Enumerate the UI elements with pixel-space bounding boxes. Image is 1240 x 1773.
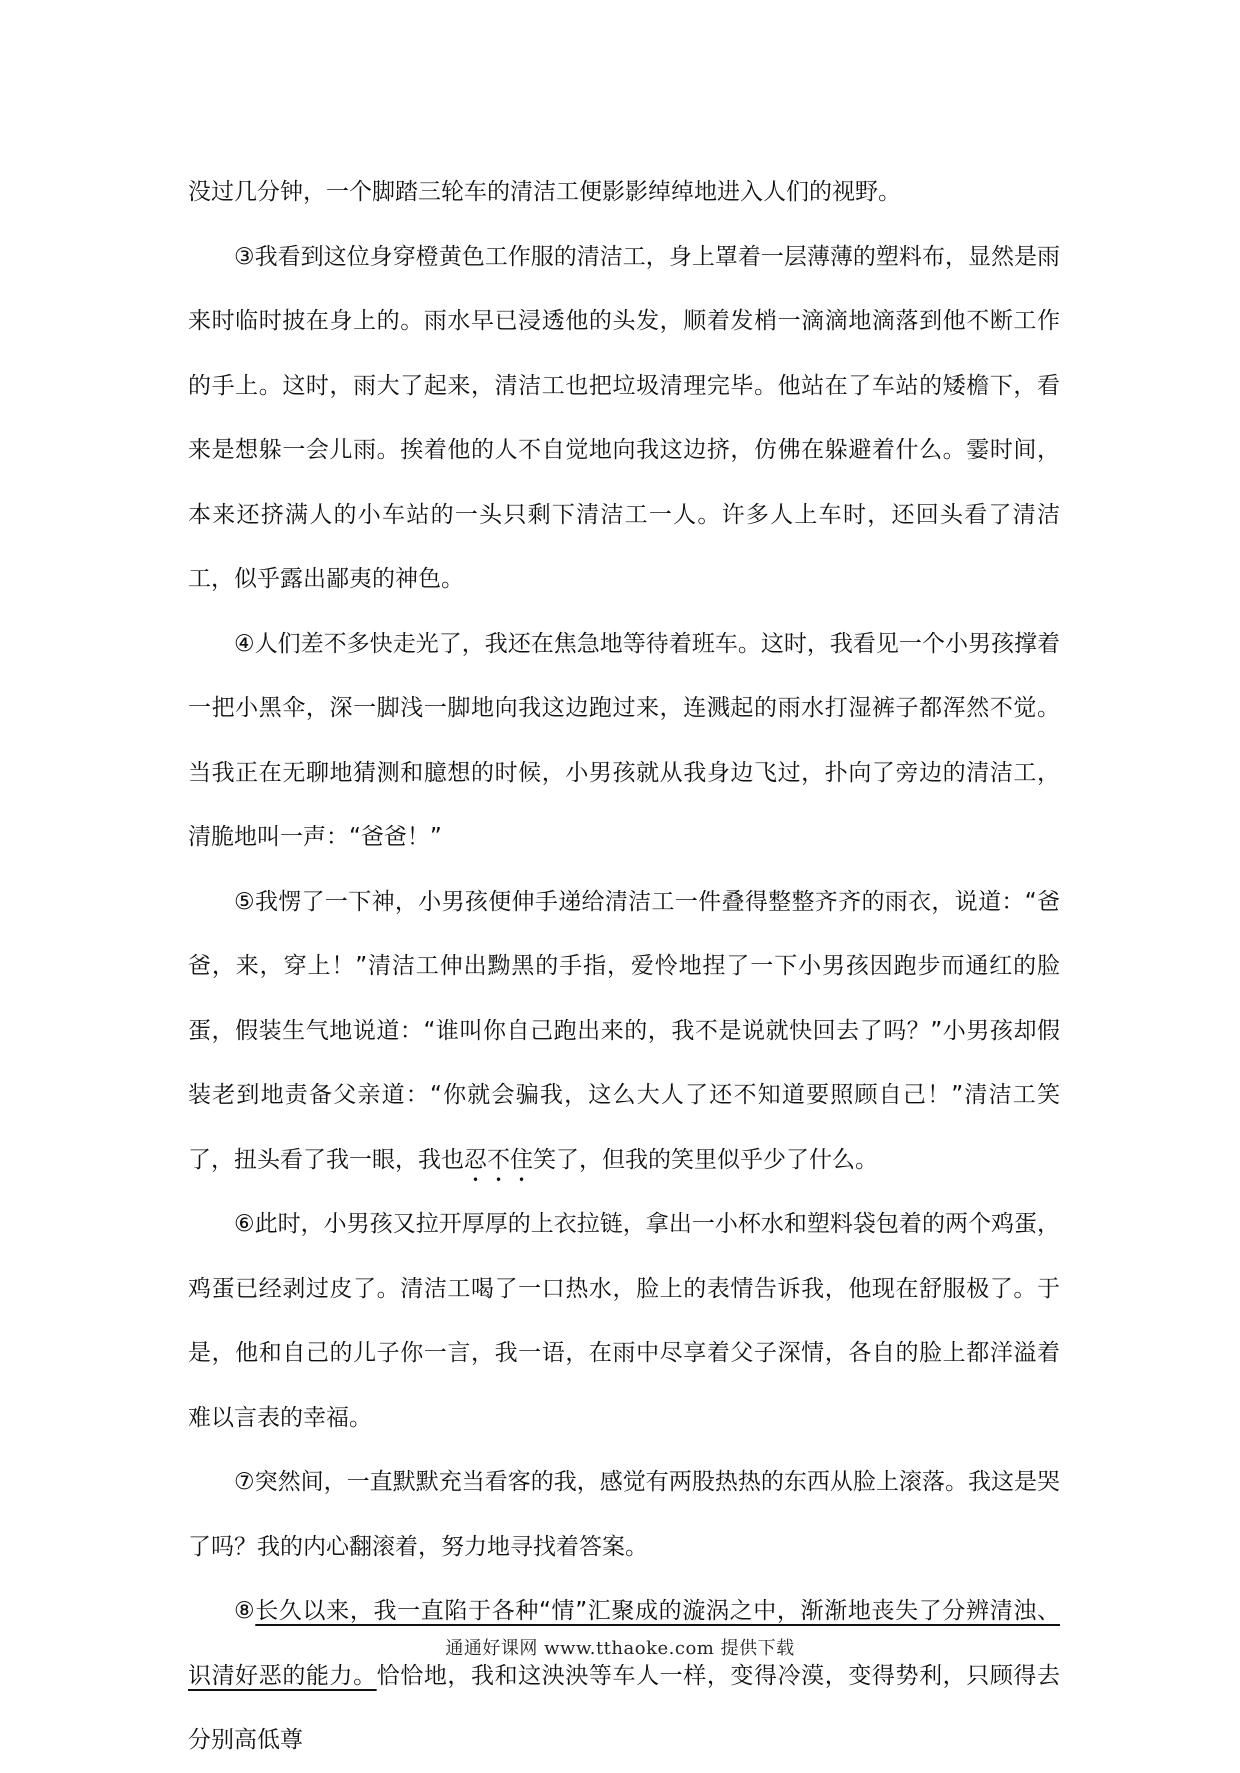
paragraph-8 — [188, 1579, 1060, 1773]
paragraph-8-text-after: 恰恰地，我和这泱泱等车人一样，变得冷漠，变得势利，只顾得去分别高低尊 — [188, 1662, 1061, 1753]
paragraph-3: ③我看到这位身穿橙黄色工作服的清洁工，身上罩着一层薄薄的塑料布，显然是雨来时临时披在身上的。雨水早已浸透他的头发，顺着发梢一滴滴地滴落到他不断工作的手上。这时，雨大了起来，清洁工也把垃圾清理完毕。他站在了车站的矮檐下，看来是想躲一会儿雨。挨着他的人不自觉地向我这边挤，仿佛在躲避着什么。霎时间，本来还挤满人的小车站的一头只剩下清洁工一人。许多人上车时，还回头看了清洁工，似乎露出鄙夷的神色。 — [188, 243, 1060, 592]
article-body — [188, 160, 1060, 1773]
paragraph-7: ⑦突然间，一直默默充当看客的我，感觉有两股热热的东西从脸上滚落。我这是哭了吗？我的内心翻滚着，努力地寻找着答案。 — [188, 1469, 1060, 1560]
paragraph-6: ⑥此时，小男孩又拉开厚厚的上衣拉链，拿出一小杯水和塑料袋包着的两个鸡蛋，鸡蛋已经剥过皮了。清洁工喝了一口热水，脸上的表情告诉我，他现在舒服极了。于是，他和自己的儿子你一言，我一语，在雨中尽享着父子深情，各自的脸上都洋溢着难以言表的幸福。 — [188, 1211, 1060, 1431]
page-footer: 通通好课网 www.tthaoke.com 提供下载 — [445, 1638, 795, 1659]
underlined-sentence: 长久以来，我一直陷于各种“情”汇聚成的漩涡之中，渐渐地丧失了分辨清浊、识清好恶的能力。 — [188, 1598, 1060, 1689]
paragraph-5-text-before: ⑤我愣了一下神，小男孩便伸手递给清洁工一件叠得整整齐齐的雨衣，说道：“爸爸，来，穿上！”清洁工伸出黝黑的手指，爱怜地捏了一下小男孩因跑步而通红的脸蛋，假装生气地说道：“谁叫你自己跑出来的，我不是说就快回去了吗？”小男孩却假装老到地责备父亲道：“你就会骗我，这么大人了还不知道要照顾自己！”清洁工笑了，扭头看了我一眼，我也 — [188, 888, 1060, 1173]
paragraph-continued: 没过几分钟，一个脚踏三轮车的清洁工便影影绰绰地进入人们的视野。 — [188, 179, 901, 205]
paragraph-8-number: ⑧ — [234, 1598, 256, 1624]
dotted-phrase: 忍不住 — [464, 1146, 533, 1173]
paragraph-5 — [188, 870, 1060, 1193]
paragraph-5-text-after: 笑了，但我的笑里似乎少了什么。 — [533, 1146, 878, 1173]
paragraph-4: ④人们差不多快走光了，我还在焦急地等待着班车。这时，我看见一个小男孩撑着一把小黑伞，深一脚浅一脚地向我这边跑过来，连溅起的雨水打湿裤子都浑然不觉。当我正在无聊地猜测和臆想的时候，小男孩就从我身边飞过，扑向了旁边的清洁工，清脆地叫一声：“爸爸！” — [188, 630, 1060, 850]
